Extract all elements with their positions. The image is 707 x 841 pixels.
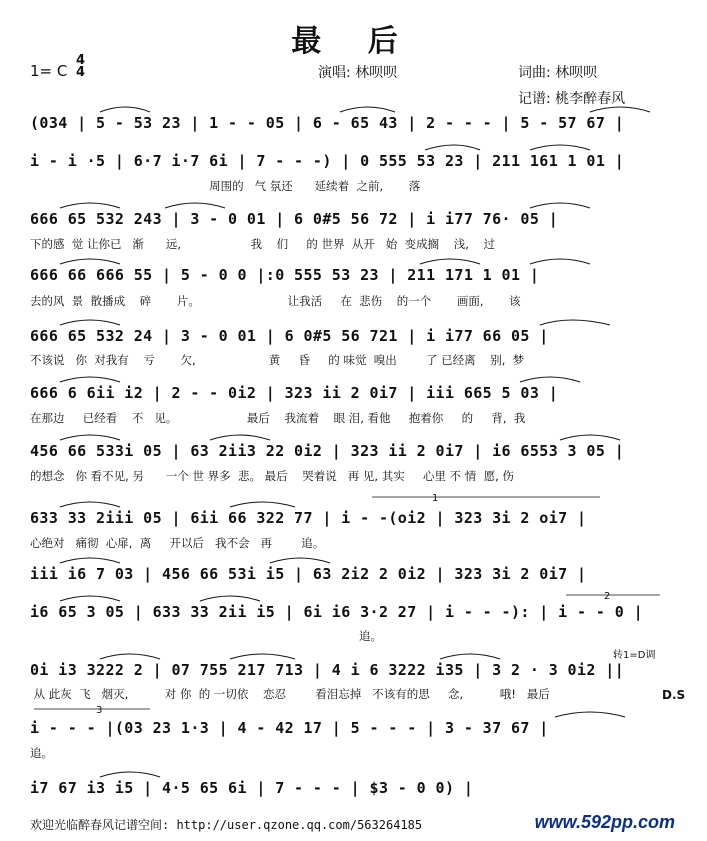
volta-3-marker: 3 — [96, 705, 103, 716]
slur — [540, 320, 610, 325]
slur — [200, 596, 260, 601]
slur — [60, 596, 120, 601]
ds-marker: D.S — [662, 688, 686, 702]
volta-1-marker: 1 — [432, 493, 439, 504]
lyric-row-4: 去的风 景 散播成 碎 片。 让我活 在 悲伤 的一个 画面, 该 — [30, 294, 521, 308]
site-logo: www.592pp.com — [534, 812, 675, 832]
lyric-row-6: 在那边 已经看 不 见。 最后 我流着 眼 泪, 看他 抱着你 的 背, 我 — [30, 411, 526, 425]
slur — [60, 558, 120, 563]
lyric-row-2: 周围的 气 氛还 延续着 之前, 落 — [30, 179, 421, 193]
modulation-note: 转1=D调 — [613, 650, 656, 661]
lyric-row-10: 追。 — [30, 629, 382, 643]
notation-row-3: 666 65 532 243 | 3 - 0 01 | 6 0#5 56 72 | i i77 76· 05 | — [30, 210, 559, 228]
slur — [100, 107, 150, 112]
slur — [530, 259, 590, 264]
slur — [440, 654, 500, 659]
slur — [530, 145, 590, 150]
slur — [230, 654, 295, 659]
slur — [60, 502, 120, 507]
notation-row-9: iii i6 7 03 | 456 66 53i i5 | 63 2i2 2 0i2 | 323 3i 2 0i7 | — [30, 565, 587, 583]
lyric-row-3: 下的感 觉 让你已 渐 远, 我 们 的 世界 从开 始 变成搁 浅, 过 — [30, 237, 496, 251]
slur — [420, 259, 480, 264]
footer-credit: 欢迎光临醉春风记谱空间: http://user.qzone.qq.com/563264185 — [30, 818, 423, 832]
transcriber-credit: 记谱: 桃李醉春风 — [518, 91, 626, 107]
time-signature-top: 4 — [76, 53, 86, 68]
notation-row-4: 666 66 666 55 | 5 - 0 0 |:0 555 53 23 | 211 171 1 01 | — [30, 266, 540, 284]
notation-row-13: i7 67 i3 i5 | 4·5 65 6i | 7 - - - | $3 - 0 0) | — [30, 779, 474, 797]
slur — [60, 377, 120, 382]
lyric-row-8: 心绝对 痛彻 心扉, 离 开以后 我不会 再 追。 — [30, 536, 325, 550]
slur — [270, 558, 330, 563]
slur — [590, 107, 650, 112]
slur — [165, 203, 225, 208]
volta-2-marker: 2 — [604, 591, 611, 602]
notation-row-5: 666 65 532 24 | 3 - 0 01 | 6 0#5 56 721 | i i77 66 05 | — [30, 327, 549, 345]
slur — [60, 435, 120, 440]
slur — [425, 145, 480, 150]
notation-row-10: i6 65 3 05 | 633 33 2ii i5 | 6i i6 3·2 27 | i - - -): | i - - 0 | — [30, 603, 643, 621]
notation-row-6: 666 6 6ii i2 | 2 - - 0i2 | 323 ii 2 0i7 | iii 665 5 03 | — [30, 384, 559, 402]
lyric-row-12: 追。 — [30, 746, 53, 760]
lyric-row-7: 的想念 你 看不见, 另 一个 世 界多 悲。 最后 哭着说 再 见, 其实 心里 不 情 愿, 伤 — [30, 469, 514, 483]
lyric-row-5: 不该说 你 对我有 亏 欠, 黄 昏 的 味觉 嗅出 了 已经离 别, 梦 — [30, 353, 525, 367]
slur — [210, 435, 270, 440]
slur — [60, 203, 120, 208]
slur — [340, 107, 395, 112]
slur — [100, 654, 160, 659]
notation-row-1: (034 | 5 - 53 23 | 1 - - 05 | 6 - 65 43 | 2 - - - | 5 - 57 67 | — [30, 114, 625, 132]
notation-row-11: 0i i3 3222 2 | 07 755 217 713 | 4 i 6 3222 i35 | 3 2 · 3 0i2 || — [30, 661, 625, 679]
singer-credit: 演唱: 林呗呗 — [318, 65, 398, 81]
notation-row-7: 456 66 533i 05 | 63 2ii3 22 0i2 | 323 ii 2 0i7 | i6 6553 3 05 | — [30, 442, 625, 460]
notation-row-8: 633 33 2iii 05 | 6ii 66 322 77 | i - -(oi2 | 323 3i 2 oi7 | — [30, 509, 587, 527]
lyricist-credit: 词曲: 林呗呗 — [518, 65, 598, 81]
slur — [230, 502, 295, 507]
notation-row-2: i - i ·5 | 6·7 i·7 6i | 7 - - -) | 0 555 53 23 | 211 161 1 01 | — [30, 152, 625, 170]
slur — [100, 772, 160, 777]
slur — [60, 320, 120, 325]
key-signature: 1= C — [30, 62, 68, 80]
slur — [530, 203, 590, 208]
time-signature-bottom: 4 — [76, 65, 86, 80]
slur — [560, 435, 620, 440]
slur — [520, 377, 580, 382]
slur — [60, 259, 120, 264]
lyric-row-11: 从 此灰 飞 烟灭, 对 你 的 一切依 恋忍 看泪忘掉 不该有的思 念, 哦! 最后 — [30, 687, 550, 701]
slur — [555, 712, 625, 717]
notation-row-12: i - - - |(03 23 1·3 | 4 - 42 17 | 5 - - - | 3 - 37 67 | — [30, 719, 549, 737]
song-title: 最 后 — [291, 24, 416, 59]
